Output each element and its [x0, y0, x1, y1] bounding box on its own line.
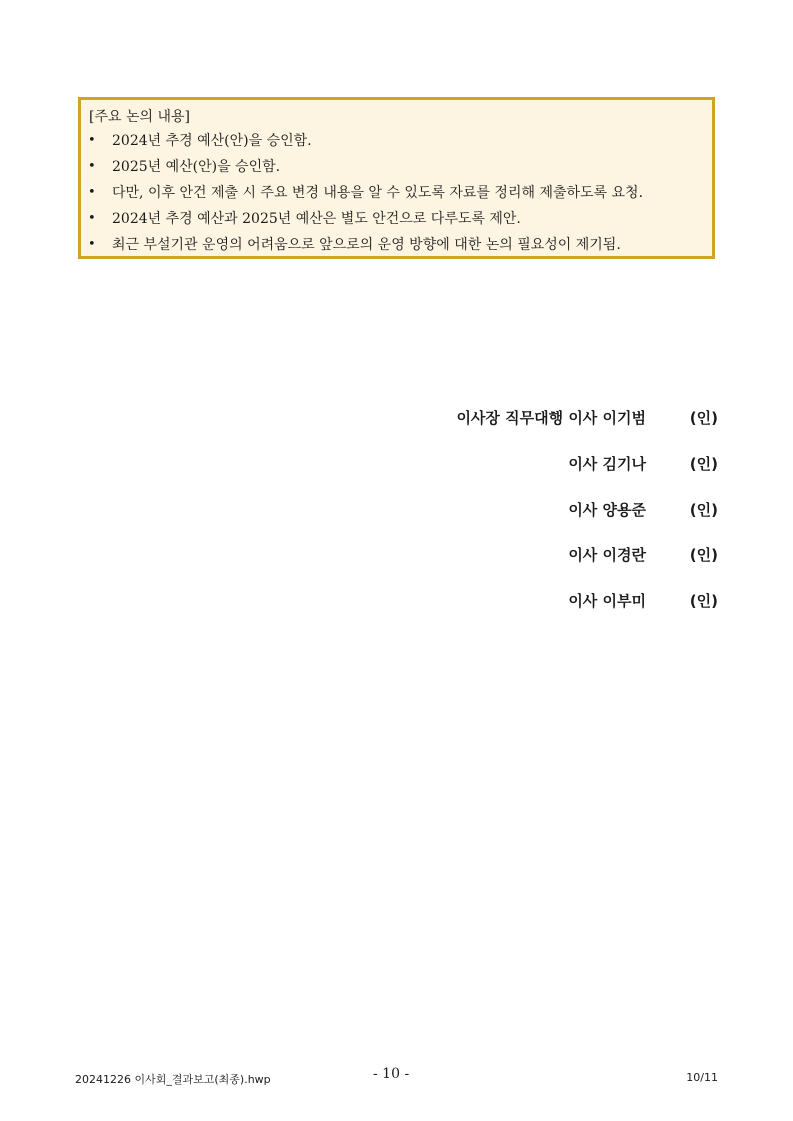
bullet-icon: •: [88, 211, 96, 226]
seal-mark: (인): [689, 592, 718, 610]
signature-row-director: [0, 590, 793, 614]
signature-row-director: [0, 453, 793, 477]
summary-item-text: 2025년 예산(안)을 승인함.: [112, 159, 281, 175]
footer-page-number: - 10 -: [373, 1066, 410, 1082]
signatory-name: 이사 김기나: [568, 455, 646, 473]
footer-page-count: 10/11: [686, 1071, 718, 1084]
seal-mark: (인): [689, 546, 718, 564]
bullet-icon: •: [88, 159, 96, 174]
signature-row-director: [0, 544, 793, 568]
summary-heading: [주요 논의 내용]: [89, 109, 190, 125]
seal-mark: (인): [689, 455, 718, 473]
bullet-icon: •: [88, 237, 96, 252]
seal-mark: (인): [689, 501, 718, 519]
signatory-name: 이사 이부미: [568, 592, 646, 610]
summary-item-text: 2024년 추경 예산과 2025년 예산은 별도 안건으로 다루도록 제안.: [112, 211, 521, 227]
footer-filename: 20241226 이사회_결과보고(최종).hwp: [75, 1073, 271, 1086]
signatory-name: 이사장 직무대행 이사 이기범: [456, 409, 646, 427]
signature-row-director: [0, 499, 793, 523]
signatory-name: 이사 이경란: [568, 546, 646, 564]
summary-item-text: 다만, 이후 안건 제출 시 주요 변경 내용을 알 수 있도록 자료를 정리해 제출하도록 요청.: [112, 185, 644, 201]
seal-mark: (인): [689, 409, 718, 427]
bullet-icon: •: [88, 185, 96, 200]
bullet-icon: •: [88, 133, 96, 148]
summary-item-text: 최근 부설기관 운영의 어려움으로 앞으로의 운영 방향에 대한 논의 필요성이 제기됨.: [112, 237, 621, 253]
signature-row-chair: [0, 407, 793, 431]
summary-item-text: 2024년 추경 예산(안)을 승인함.: [112, 133, 312, 149]
signatory-name: 이사 양용준: [568, 501, 646, 519]
discussion-summary-box: [78, 97, 715, 259]
